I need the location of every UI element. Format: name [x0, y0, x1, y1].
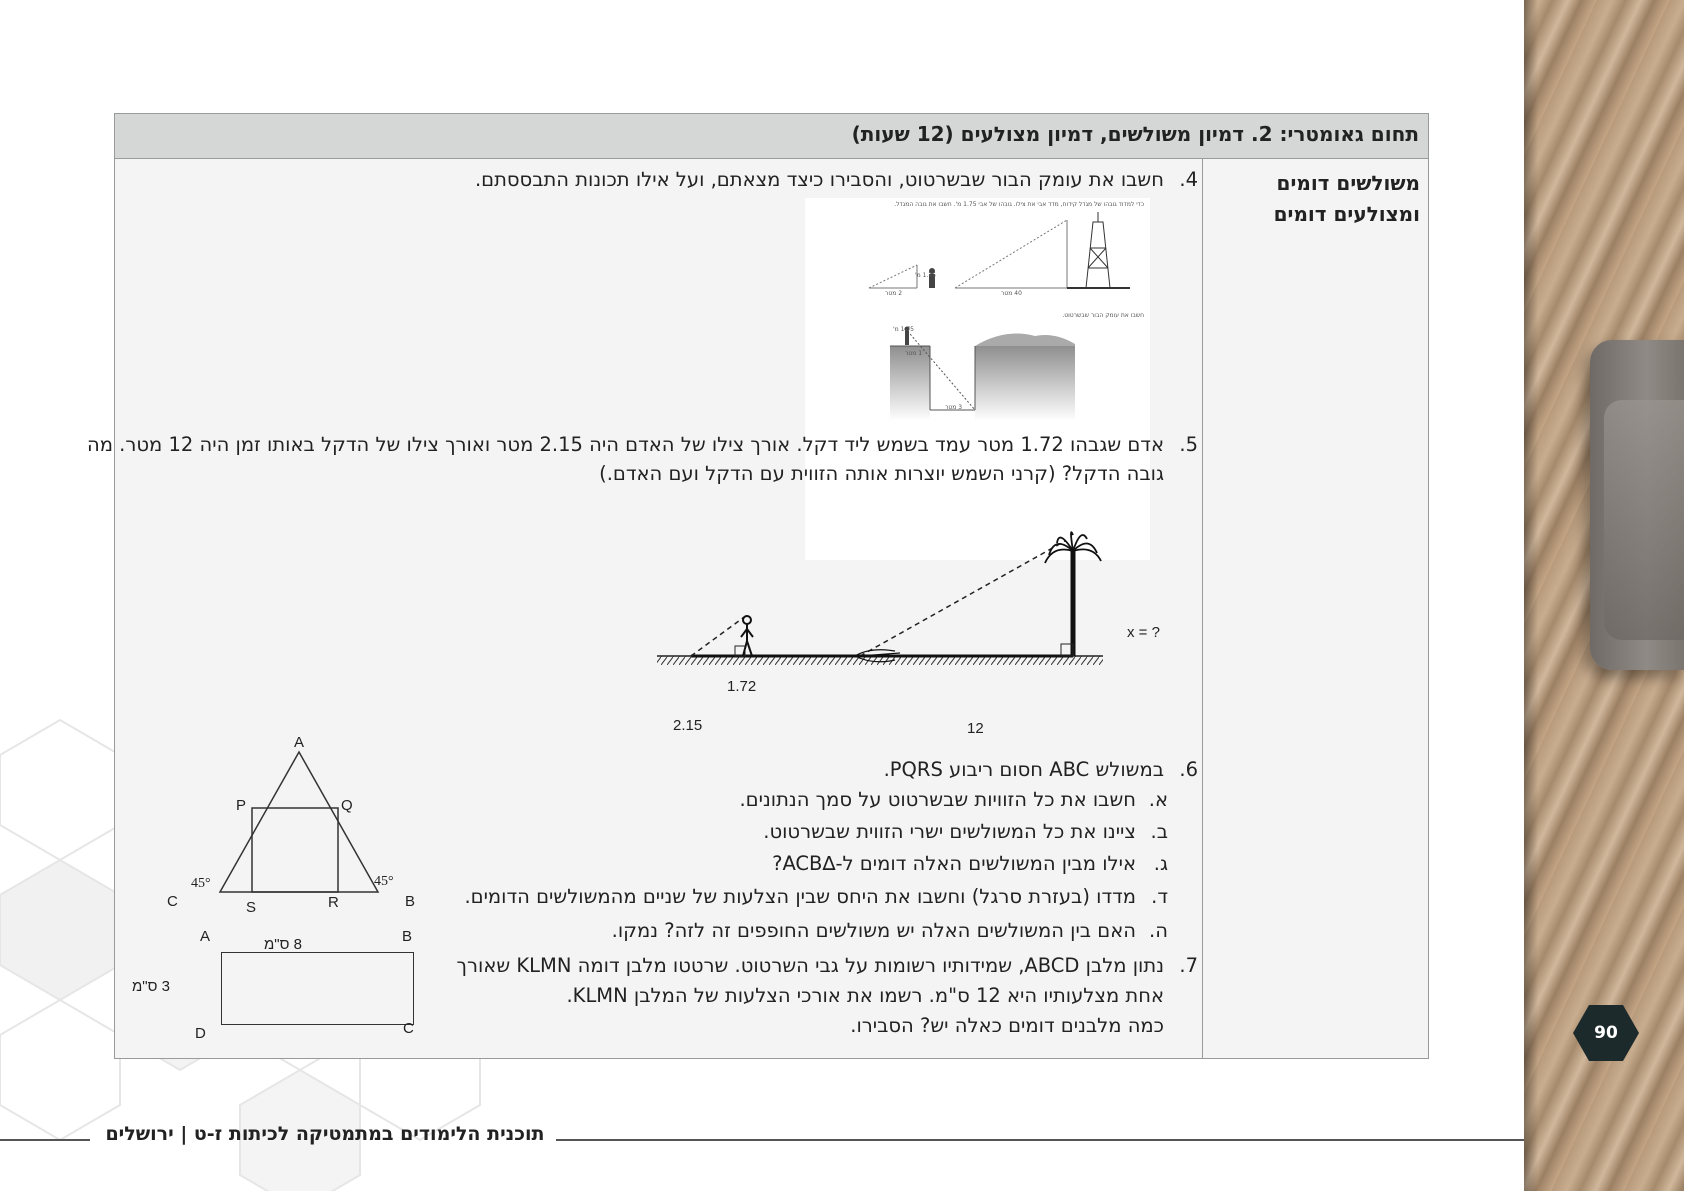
content-card	[86, 113, 1429, 1059]
column-divider	[1202, 159, 1203, 1059]
exercise-line: גובה הדקל? (קרני השמש יוצרות אותה הזווית עם הדקל ועם האדם.)	[599, 462, 1164, 485]
footer-rule-left	[0, 1139, 90, 1141]
rect-vertex-c-label: C	[403, 1020, 414, 1037]
vertex-a-label: A	[294, 734, 305, 751]
person-shadow-label: 2.15	[673, 717, 703, 734]
exercise-line: חשבו את עומק הבור שבשרטוט, והסבירו כיצד מצאתם, ועל אילו תכונות התבססתם.	[474, 168, 1164, 191]
figure-4-big-length: 40 מטר	[1001, 290, 1022, 297]
figure-4-caption-2: חשבו את עומק הבור שבשרטוט.	[1062, 312, 1144, 319]
rect-top-length-label: 8 ס"מ	[264, 936, 302, 953]
exercise-6-part-c: ג. אילו מבין המשולשים האלה דומים ל-∆ACB?	[772, 852, 1168, 875]
figure-5-palm-shadow	[655, 529, 1115, 729]
figure-4-bottom-width: 3 מטר	[945, 404, 963, 411]
footer-rule-right	[556, 1139, 1524, 1141]
vertex-b-label: B	[405, 893, 416, 910]
exercise-6-part-d: ד. מדדו (בעזרת סרגל) וחשבו את היחס שבין הצלעות של שניים מהמשולשים הדומים.	[464, 885, 1168, 908]
exercise-line: אדם שגבהו 1.72 מטר עמד בשמש ליד דקל. אורך צילו של האדם היה 2.15 מטר ואורך צילו של הדקל באותו זמן היה 12 מטר. מה	[86, 433, 1164, 456]
page-number: 90	[1594, 1023, 1618, 1043]
rect-vertex-d-label: D	[195, 1025, 206, 1042]
topic-sidebar	[1220, 168, 1420, 230]
exercise-number: 4.	[1179, 168, 1198, 191]
angle-b-label: 45°	[374, 874, 394, 889]
vertex-p-label: P	[236, 797, 247, 814]
exercise-line: נתון מלבן ABCD, שמידותיו רשומות על גבי השרטוט. שרטטו מלבן דומה KLMN שאורך	[456, 954, 1164, 977]
figure-4-small-height: 1.75 מ'	[915, 272, 936, 279]
card-header	[115, 114, 1428, 159]
palm-height-label: x = ?	[1127, 624, 1160, 641]
topic-line-2: ומצולעים דומים	[1273, 202, 1420, 226]
wooden-cube-highlight	[1604, 400, 1684, 640]
exercise-4	[474, 165, 1198, 194]
figure-4-tower-drawing	[805, 208, 1150, 308]
palm-shadow-label: 12	[967, 720, 984, 737]
exercise-number: 7.	[1179, 954, 1198, 977]
page-edge-shadow	[1524, 0, 1538, 1191]
exercise-line: אחת מצלעותיו היא 12 ס"מ. רשמו את אורכי הצלעות של המלבן KLMN.	[566, 984, 1164, 1007]
exercise-line: במשולש ABC חסום ריבוע PQRS.	[883, 758, 1164, 781]
vertex-s-label: S	[246, 899, 257, 916]
vertex-c-label: C	[167, 893, 178, 910]
exercise-6-part-e: ה. האם בין המשולשים האלה יש משולשים החופפים זה לזה? נמקו.	[611, 919, 1168, 942]
rect-vertex-a-label: A	[200, 928, 211, 945]
exercise-6-part-a: א. חשבו את כל הזוויות שבשרטוט על סמך הנתונים.	[739, 788, 1168, 811]
exercise-6	[883, 755, 1198, 784]
person-height-label: 1.72	[727, 678, 757, 695]
footer-title: תוכנית הלימודים במתמטיקה לכיתות ז-ט | ירושלים	[105, 1123, 545, 1145]
exercise-number: 5.	[1179, 433, 1198, 456]
figure-7-rectangle	[221, 952, 414, 1025]
figure-4-person-height: 1.75 מ'	[893, 326, 914, 333]
exercise-line: כמה מלבנים דומים כאלה יש? הסבירו.	[850, 1014, 1164, 1037]
figure-4-small-length: 2 מטר	[885, 290, 903, 297]
figure-4-top-width: 1 מטר	[905, 350, 923, 357]
topic-line-1: משולשים דומים	[1276, 171, 1420, 195]
figure-4-caption-1: כדי למדוד גובהו של מגדל קידוח, מדד אבי את צילו. גובהו של אבי 1.75 מ'. חשבו את גובה המגדל.	[894, 201, 1144, 208]
rect-side-length-label: 3 ס"מ	[132, 978, 170, 995]
figure-4-well-depth	[805, 198, 1150, 560]
card-title: תחום גאומטרי: 2. דמיון משולשים, דמיון מצולעים (12 שעות)	[851, 122, 1419, 146]
exercise-6-part-b: ב. ציינו את כל המשולשים ישרי הזווית שבשרטוט.	[763, 820, 1168, 843]
vertex-q-label: Q	[341, 797, 353, 814]
exercise-7	[456, 951, 1198, 1041]
vertex-r-label: R	[328, 894, 339, 911]
rect-vertex-b-label: B	[402, 928, 413, 945]
exercise-number: 6.	[1179, 758, 1198, 781]
exercise-5	[86, 430, 1198, 488]
angle-c-label: 45°	[191, 876, 211, 891]
